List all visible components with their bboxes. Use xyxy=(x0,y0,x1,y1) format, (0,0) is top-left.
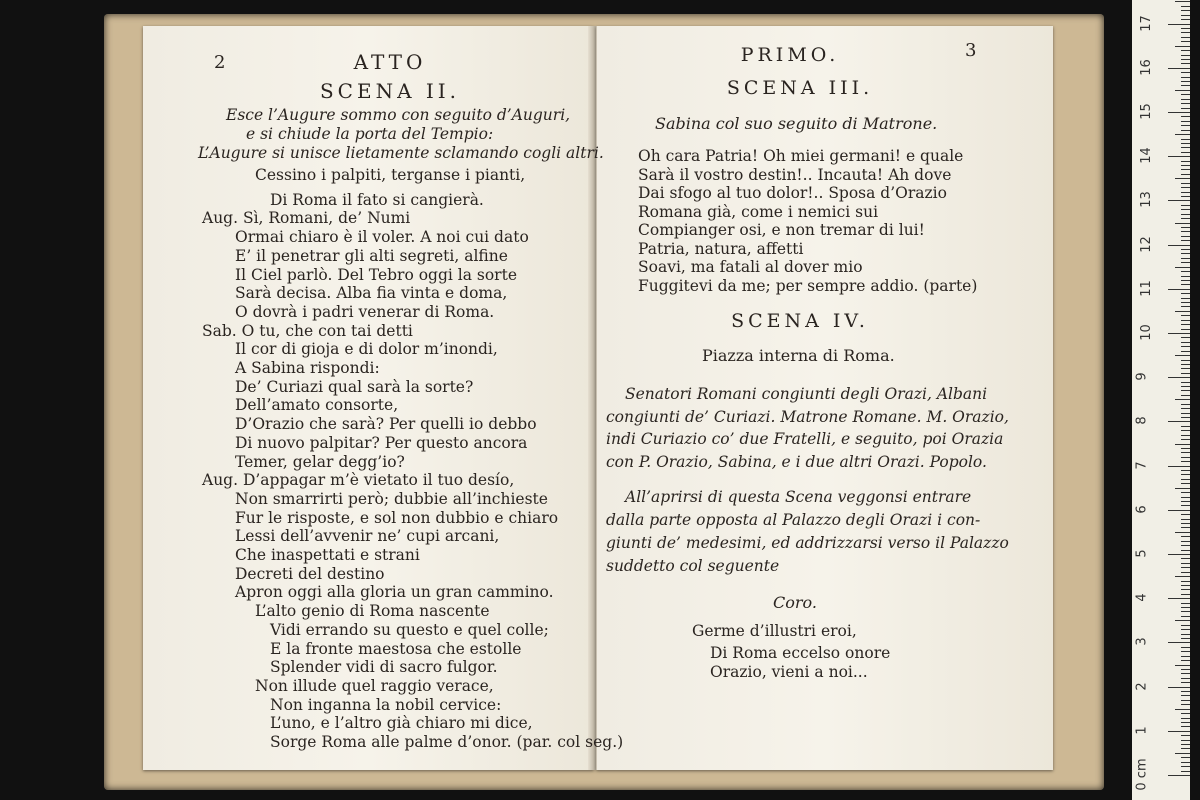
ruler-tick xyxy=(1181,735,1190,736)
ruler-tick xyxy=(1181,550,1190,551)
scene-4-title: SCENA IV. xyxy=(731,310,869,332)
ruler-tick xyxy=(1168,421,1190,422)
ruler-tick xyxy=(1181,152,1190,153)
ruler-tick xyxy=(1181,192,1190,193)
ruler-tick xyxy=(1181,505,1190,506)
verse-line: Fur le risposte, e sol non dubbio e chiaro xyxy=(235,508,559,527)
ruler-tick xyxy=(1181,94,1190,95)
ruler-tick xyxy=(1181,669,1190,670)
ruler-tick xyxy=(1181,638,1190,639)
ruler-tick xyxy=(1168,156,1190,157)
ruler-tick xyxy=(1181,563,1190,564)
verse-line: Aug. Sì, Romani, de’ Numi xyxy=(202,209,411,228)
ruler-tick xyxy=(1168,687,1190,688)
ruler-tick xyxy=(1168,775,1190,776)
verse-line: Romana già, come i nemici sui xyxy=(638,202,879,221)
ruler-tick xyxy=(1181,545,1190,546)
ruler-tick xyxy=(1181,240,1190,241)
verse-line: Ormai chiaro è il voler. A noi cui dato xyxy=(235,228,529,247)
ruler-tick xyxy=(1181,629,1190,630)
verse-line: Il Ciel parlò. Del Tebro oggi la sorte xyxy=(235,265,517,284)
ruler-tick xyxy=(1175,178,1190,179)
ruler-tick xyxy=(1181,72,1190,73)
ruler-tick xyxy=(1181,700,1190,701)
ruler-tick xyxy=(1168,510,1190,511)
direction-line: dalla parte opposta al Palazzo degli Orazi i con- xyxy=(606,511,981,529)
verse-line: L’alto genio di Roma nascente xyxy=(255,602,490,621)
ruler-tick xyxy=(1181,227,1190,228)
ruler-tick xyxy=(1181,673,1190,674)
ruler-tick xyxy=(1181,514,1190,515)
verse-line: A Sabina rispondi: xyxy=(235,359,380,377)
ruler-tick xyxy=(1168,466,1190,467)
ruler-tick xyxy=(1181,461,1190,462)
ruler-tick xyxy=(1181,519,1190,520)
ruler-tick xyxy=(1181,315,1190,316)
ruler-tick xyxy=(1181,382,1190,383)
ruler-tick xyxy=(1181,15,1190,16)
ruler-tick xyxy=(1181,722,1190,723)
ruler-tick xyxy=(1181,32,1190,33)
ruler-tick xyxy=(1168,112,1190,113)
ruler-tick xyxy=(1181,695,1190,696)
ruler-tick xyxy=(1181,280,1190,281)
ruler-tick xyxy=(1181,585,1190,586)
ruler-tick xyxy=(1181,214,1190,215)
ruler-tick xyxy=(1181,474,1190,475)
verse-line: Sarà il vostro destin!.. Incauta! Ah dove xyxy=(638,165,952,184)
ruler-tick xyxy=(1175,311,1190,312)
chorus-line: Di Roma eccelso onore xyxy=(710,644,891,662)
ruler-tick xyxy=(1181,634,1190,635)
ruler-tick xyxy=(1181,718,1190,719)
verse-line: Decreti del destino xyxy=(235,564,385,583)
ruler-tick xyxy=(1181,581,1190,582)
ruler-tick xyxy=(1175,753,1190,754)
ruler-tick xyxy=(1181,439,1190,440)
ruler-tick xyxy=(1181,483,1190,484)
direction-line: suddetto col seguente xyxy=(606,557,780,575)
ruler-number: 11 xyxy=(1138,280,1154,297)
ruler-tick xyxy=(1175,1,1190,2)
verse-line: Di nuovo palpitar? Per questo ancora xyxy=(235,433,528,452)
ruler-tick xyxy=(1168,245,1190,246)
ruler-tick xyxy=(1181,501,1190,502)
ruler-tick xyxy=(1181,209,1190,210)
ruler-tick xyxy=(1181,276,1190,277)
ruler-tick xyxy=(1181,678,1190,679)
ruler-tick xyxy=(1181,262,1190,263)
ruler-tick xyxy=(1181,426,1190,427)
ruler-tick xyxy=(1181,143,1190,144)
ruler-number: 9 xyxy=(1134,372,1150,381)
ruler-tick xyxy=(1181,404,1190,405)
ruler-tick xyxy=(1181,656,1190,657)
ruler-tick xyxy=(1181,607,1190,608)
ruler-tick xyxy=(1181,691,1190,692)
ruler-tick xyxy=(1181,413,1190,414)
ruler-tick xyxy=(1181,50,1190,51)
ruler-tick xyxy=(1181,651,1190,652)
ruler-tick xyxy=(1181,417,1190,418)
ruler-tick xyxy=(1181,497,1190,498)
ruler-tick xyxy=(1181,271,1190,272)
ruler-tick xyxy=(1181,740,1190,741)
measuring-ruler xyxy=(1132,0,1190,800)
verse-line: Lessi dell’avvenir ne’ cupi arcani, xyxy=(235,527,500,546)
ruler-tick xyxy=(1181,187,1190,188)
ruler-tick xyxy=(1181,647,1190,648)
cast-line: indi Curiazio co’ due Fratelli, e seguito, poi Orazia xyxy=(606,430,1004,448)
ruler-tick xyxy=(1181,147,1190,148)
ruler-tick xyxy=(1181,748,1190,749)
ruler-tick xyxy=(1181,360,1190,361)
ruler-tick xyxy=(1181,527,1190,528)
ruler-tick xyxy=(1181,337,1190,338)
ruler-tick xyxy=(1181,253,1190,254)
ruler-tick xyxy=(1168,554,1190,555)
verse-line: Sab. O tu, che con tai detti xyxy=(202,321,413,340)
ruler-tick xyxy=(1181,298,1190,299)
scene-4-place: Piazza interna di Roma. xyxy=(702,346,895,365)
ruler-number: 13 xyxy=(1138,191,1154,209)
verse-line: Non smarrirti però; dubbie all’inchieste xyxy=(235,489,548,508)
left-scene-title: SCENA II. xyxy=(319,79,461,103)
ruler-tick xyxy=(1181,231,1190,232)
ruler-number: 0 cm xyxy=(1134,758,1150,791)
ruler-tick xyxy=(1181,762,1190,763)
ruler-number: 15 xyxy=(1138,103,1154,120)
ruler-number: 5 xyxy=(1134,549,1150,558)
ruler-tick xyxy=(1181,523,1190,524)
ruler-tick xyxy=(1181,479,1190,480)
ruler-tick xyxy=(1175,709,1190,710)
ruler-tick xyxy=(1175,267,1190,268)
ruler-tick xyxy=(1181,572,1190,573)
verse-line: Oh cara Patria! Oh miei germani! e quale xyxy=(638,147,964,165)
ruler-number: 2 xyxy=(1134,681,1150,691)
ruler-tick xyxy=(1175,46,1190,47)
ruler-tick xyxy=(1175,620,1190,621)
ruler-tick xyxy=(1181,10,1190,11)
verse-line: Patria, natura, affetti xyxy=(638,239,804,258)
ruler-tick xyxy=(1181,302,1190,303)
verse-line: Fuggitevi da me; per sempre addio. (parte) xyxy=(638,276,978,295)
ruler-tick xyxy=(1168,642,1190,643)
ruler-tick xyxy=(1181,183,1190,184)
stage-direction-line: Esce l’Augure sommo con seguito d’Auguri, xyxy=(226,106,571,124)
cast-line: con P. Orazio, Sabina, e i due altri Orazi. Popolo. xyxy=(606,452,987,471)
ruler-tick xyxy=(1181,351,1190,352)
ruler-tick xyxy=(1181,81,1190,82)
ruler-tick xyxy=(1181,55,1190,56)
ruler-tick xyxy=(1175,444,1190,445)
ruler-tick xyxy=(1168,377,1190,378)
ruler-tick xyxy=(1181,130,1190,131)
ruler-tick xyxy=(1175,576,1190,577)
ruler-tick xyxy=(1181,139,1190,140)
ruler-tick xyxy=(1181,726,1190,727)
ruler-tick xyxy=(1181,236,1190,237)
ruler-tick xyxy=(1181,108,1190,109)
ruler-tick xyxy=(1181,616,1190,617)
ruler-tick xyxy=(1168,68,1190,69)
verse-line: Apron oggi alla gloria un gran cammino. xyxy=(235,583,554,602)
verse-line: Di Roma il fato si cangierà. xyxy=(270,190,484,209)
ruler-tick xyxy=(1181,196,1190,197)
ruler-tick xyxy=(1181,536,1190,537)
ruler-tick xyxy=(1168,24,1190,25)
ruler-tick xyxy=(1181,435,1190,436)
ruler-number: 17 xyxy=(1138,14,1154,32)
verse-line: Sarà decisa. Alba fia vinta e doma, xyxy=(235,284,508,303)
ruler-tick xyxy=(1181,306,1190,307)
ruler-tick xyxy=(1168,289,1190,290)
ruler-tick xyxy=(1181,390,1190,391)
left-running-head: ATTO xyxy=(353,50,427,74)
verse-line: L’uno, e l’altro già chiaro mi dice, xyxy=(270,714,533,733)
ruler-tick xyxy=(1181,660,1190,661)
ruler-tick xyxy=(1175,223,1190,224)
ruler-tick xyxy=(1181,19,1190,20)
right-page-number: 3 xyxy=(965,40,977,61)
ruler-tick xyxy=(1181,320,1190,321)
verse-line: Soavi, ma fatali al dover mio xyxy=(638,258,863,276)
ruler-tick xyxy=(1181,713,1190,714)
ruler-tick xyxy=(1181,594,1190,595)
verse-line: E’ il penetrar gli alti segreti, alfine xyxy=(235,246,508,265)
ruler-tick xyxy=(1181,342,1190,343)
ruler-tick xyxy=(1181,364,1190,365)
ruler-tick xyxy=(1168,731,1190,732)
ruler-tick xyxy=(1181,125,1190,126)
ruler-number: 8 xyxy=(1134,416,1150,426)
ruler-tick xyxy=(1168,333,1190,334)
ruler-tick xyxy=(1175,355,1190,356)
verse-line: De’ Curiazi qual sarà la sorte? xyxy=(235,377,474,396)
ruler-number: 7 xyxy=(1134,460,1150,470)
ruler-tick xyxy=(1181,386,1190,387)
ruler-tick xyxy=(1181,567,1190,568)
ruler-tick xyxy=(1181,373,1190,374)
ruler-tick xyxy=(1181,452,1190,453)
chorus-line: Germe d’illustri eroi, xyxy=(692,622,857,640)
ruler-tick xyxy=(1181,611,1190,612)
ruler-tick xyxy=(1181,470,1190,471)
verse-line: D’Orazio che sarà? Per quelli io debbo xyxy=(235,415,537,434)
ruler-tick xyxy=(1168,598,1190,599)
verse-line: Dai sfogo al tuo dolor!.. Sposa d’Orazio xyxy=(638,184,947,202)
ruler-number: 10 xyxy=(1138,324,1154,341)
ruler-tick xyxy=(1181,430,1190,431)
ruler-tick xyxy=(1181,6,1190,7)
ruler-tick xyxy=(1181,682,1190,683)
chorus-label: Coro. xyxy=(773,593,817,612)
ruler-number: 1 xyxy=(1134,726,1150,735)
verse-line: O dovrà i padri venerar di Roma. xyxy=(235,302,495,321)
ruler-tick xyxy=(1181,174,1190,175)
ruler-tick xyxy=(1181,766,1190,767)
ruler-number: 14 xyxy=(1138,147,1154,164)
ruler-tick xyxy=(1181,408,1190,409)
verse-line: Aug. D’appagar m’è vietato il tuo desío, xyxy=(202,471,515,490)
ruler-tick xyxy=(1181,744,1190,745)
ruler-tick xyxy=(1181,77,1190,78)
scene-3-title: SCENA III. xyxy=(726,77,874,99)
verse-line: Cessino i palpiti, terganse i pianti, xyxy=(255,166,526,184)
verse-line: Che inaspettati e strani xyxy=(235,546,420,564)
ruler-number: 12 xyxy=(1138,235,1154,253)
ruler-tick xyxy=(1181,121,1190,122)
ruler-tick xyxy=(1181,448,1190,449)
verse-line: Temer, gelar degg’io? xyxy=(235,452,405,471)
scene-3-direction: Sabina col suo seguito di Matrone. xyxy=(655,114,938,133)
direction-line: All’aprirsi di questa Scena veggonsi entrare xyxy=(625,488,972,506)
verse-line: Compianger osi, e non tremar di lui! xyxy=(638,221,925,239)
verse-line: Non inganna la nobil cervice: xyxy=(270,695,502,714)
ruler-tick xyxy=(1181,161,1190,162)
chorus-line: Orazio, vieni a noi... xyxy=(710,663,868,681)
left-page-number: 2 xyxy=(214,52,226,73)
cast-line: congiunti de’ Curiazi. Matrone Romane. M. Orazio, xyxy=(606,407,1009,426)
ruler-tick xyxy=(1181,395,1190,396)
ruler-tick xyxy=(1181,37,1190,38)
ruler-tick xyxy=(1175,399,1190,400)
direction-line: giunti de’ medesimi, ed addrizzarsi verso il Palazzo xyxy=(606,534,1009,552)
ruler-tick xyxy=(1181,284,1190,285)
ruler-tick xyxy=(1175,90,1190,91)
ruler-tick xyxy=(1181,368,1190,369)
right-running-head: PRIMO. xyxy=(740,44,840,66)
verse-line: E la fronte maestosa che estolle xyxy=(270,639,522,658)
ruler-tick xyxy=(1181,771,1190,772)
ruler-tick xyxy=(1181,457,1190,458)
cast-line: Senatori Romani congiunti degli Orazi, Albani xyxy=(625,385,988,403)
ruler-number: 3 xyxy=(1134,637,1150,647)
ruler-tick xyxy=(1181,757,1190,758)
verse-line: Vidi errando su questo e quel colle; xyxy=(270,620,549,639)
ruler-number: 16 xyxy=(1138,59,1154,76)
ruler-tick xyxy=(1181,218,1190,219)
ruler-tick xyxy=(1181,28,1190,29)
ruler-tick xyxy=(1181,169,1190,170)
ruler-tick xyxy=(1181,346,1190,347)
ruler-tick xyxy=(1181,558,1190,559)
ruler-tick xyxy=(1175,532,1190,533)
ruler-tick xyxy=(1181,589,1190,590)
ruler-tick xyxy=(1181,165,1190,166)
ruler-tick xyxy=(1181,59,1190,60)
ruler-tick xyxy=(1181,625,1190,626)
ruler-tick xyxy=(1181,99,1190,100)
ruler-tick xyxy=(1181,258,1190,259)
ruler-tick xyxy=(1181,541,1190,542)
ruler-tick xyxy=(1181,103,1190,104)
verse-line: Non illude quel raggio verace, xyxy=(255,676,494,695)
ruler-tick xyxy=(1168,200,1190,201)
ruler-tick xyxy=(1181,704,1190,705)
ruler-tick xyxy=(1181,329,1190,330)
ruler-number: 6 xyxy=(1134,505,1150,514)
ruler-tick xyxy=(1181,41,1190,42)
ruler-tick xyxy=(1181,116,1190,117)
ruler-tick xyxy=(1181,492,1190,493)
verse-line: Sorge Roma alle palme d’onor. (par. col seg.) xyxy=(270,733,624,751)
stage-direction-line: e si chiude la porta del Tempio: xyxy=(246,125,494,143)
ruler-tick xyxy=(1175,488,1190,489)
ruler-tick xyxy=(1181,249,1190,250)
verse-line: Dell’amato consorte, xyxy=(235,396,399,415)
ruler-tick xyxy=(1175,665,1190,666)
ruler-tick xyxy=(1181,324,1190,325)
verse-line: Il cor di gioja e di dolor m’inondi, xyxy=(235,340,498,359)
ruler-tick xyxy=(1175,134,1190,135)
ruler-tick xyxy=(1181,85,1190,86)
ruler-tick xyxy=(1181,205,1190,206)
ruler-tick xyxy=(1181,293,1190,294)
ruler-tick xyxy=(1181,63,1190,64)
verse-line: Splender vidi di sacro fulgor. xyxy=(270,658,498,677)
ruler-number: 4 xyxy=(1134,593,1150,602)
stage-direction-line: L’Augure si unisce lietamente sclamando cogli altri. xyxy=(198,144,604,162)
ruler-tick xyxy=(1181,603,1190,604)
